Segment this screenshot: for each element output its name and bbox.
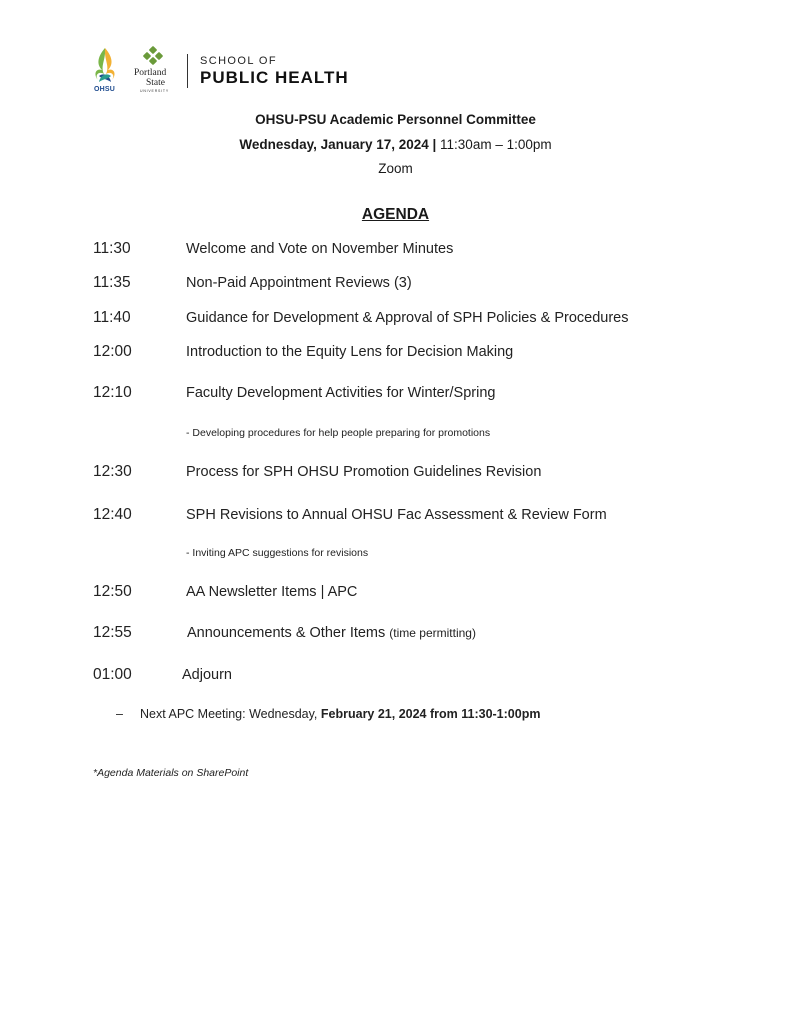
agenda-time: 12:00: [93, 343, 132, 360]
bullet-dash: –: [116, 707, 123, 721]
agenda-materials-note: *Agenda Materials on SharePoint: [93, 767, 249, 779]
agenda-time: 12:30: [93, 463, 132, 480]
ohsu-flame-icon: [90, 46, 120, 86]
agenda-time: 12:10: [93, 384, 132, 401]
agenda-item-text: Announcements & Other Items: [187, 625, 386, 641]
agenda-time: 12:55: [93, 624, 132, 641]
psu-wordmark-portland: Portland: [134, 68, 167, 78]
agenda-item: Non-Paid Appointment Reviews (3): [186, 275, 412, 291]
agenda-item-note: (time permitting): [389, 626, 476, 640]
psu-wordmark-state: State: [146, 78, 165, 88]
agenda-item: [187, 625, 476, 641]
logo-divider: [187, 54, 188, 88]
agenda-time: 11:30: [93, 240, 131, 257]
meeting-time: 11:30am – 1:00pm: [436, 137, 552, 152]
agenda-subitem: - Inviting APC suggestions for revisions: [186, 547, 369, 559]
agenda-time: 12:40: [93, 506, 132, 523]
sph-public-health: PUBLIC HEALTH: [200, 68, 349, 87]
agenda-time: 11:35: [93, 274, 131, 291]
agenda-item: Process for SPH OHSU Promotion Guidelines Revision: [186, 464, 542, 480]
next-meeting-date: February 21, 2024 from 11:30-1:00pm: [320, 707, 541, 721]
agenda-time: 01:00: [93, 666, 132, 683]
ohsu-logo: [90, 46, 120, 96]
header-logos: [90, 45, 349, 97]
meeting-date-line: [0, 137, 791, 152]
psu-logo: [134, 46, 178, 96]
agenda-item: SPH Revisions to Annual OHSU Fac Assessment & Review Form: [186, 507, 607, 523]
agenda-time: 12:50: [93, 583, 132, 600]
committee-title: OHSU-PSU Academic Personnel Committee: [255, 112, 536, 127]
ohsu-wordmark: OHSU: [94, 86, 116, 93]
agenda-time: 11:40: [93, 309, 131, 326]
next-meeting: [116, 707, 540, 721]
meeting-date: Wednesday, January 17, 2024 |: [239, 137, 437, 152]
next-meeting-label: Next APC Meeting: Wednesday,: [140, 707, 321, 721]
agenda-item: Welcome and Vote on November Minutes: [186, 241, 454, 257]
agenda-item: Adjourn: [182, 667, 232, 683]
sph-school-of: SCHOOL OF: [200, 55, 277, 67]
agenda-heading: AGENDA: [361, 206, 430, 223]
agenda-item: Introduction to the Equity Lens for Decision Making: [186, 344, 514, 360]
agenda-item: AA Newsletter Items | APC: [186, 584, 358, 600]
psu-wordmark-university: UNIVERSITY: [140, 89, 170, 93]
sph-wordmark: [200, 55, 349, 87]
psu-leaf-icon: [142, 46, 164, 66]
agenda-subitem: - Developing procedures for help people preparing for promotions: [186, 427, 491, 439]
agenda-item: Guidance for Development & Approval of SPH Policies & Procedures: [186, 310, 629, 326]
meeting-location: Zoom: [378, 161, 413, 176]
agenda-item: Faculty Development Activities for Winter/Spring: [186, 385, 496, 401]
